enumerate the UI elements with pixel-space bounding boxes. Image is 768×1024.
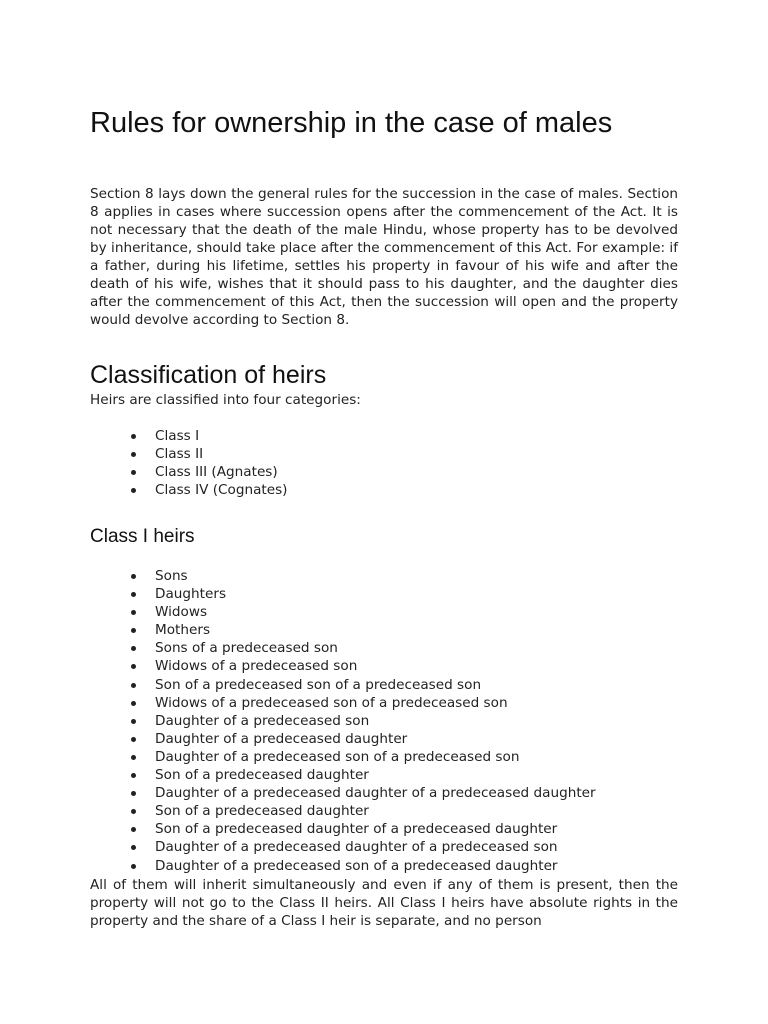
list-item: Daughter of a predeceased daughter of a predeceased daughter [90, 784, 596, 802]
bullet-icon [131, 646, 136, 651]
bullet-icon [131, 701, 136, 706]
bullet-icon [131, 434, 136, 439]
bullet-icon [131, 827, 136, 832]
bullet-icon [131, 664, 136, 669]
list-item: Son of a predeceased daughter of a predeceased daughter [90, 820, 596, 838]
bullet-icon [131, 628, 136, 633]
classification-list [90, 427, 287, 499]
intro-paragraph: Section 8 lays down the general rules for the succession in the case of males. Section 8 applies in cases where succession opens after the commencement of the Act. It is not necessary that the death of the male Hindu, whose property has to be devolved by inheritance, should take place after the commencement of this Act. For example: if a father, during his lifetime, settles his property in favour of his wife and after the death of his wife, wishes that it should pass to his daughter, and the daughter dies after the commencement of this Act, then the succession will open and the property would devolve according to Section 8. [90, 186, 678, 328]
bullet-icon [131, 610, 136, 615]
bullet-icon [131, 683, 136, 688]
list-item: Widows [90, 603, 596, 621]
list-item: Class II [90, 445, 287, 463]
bullet-icon [131, 755, 136, 760]
bullet-icon [131, 470, 136, 475]
bullet-icon [131, 791, 136, 796]
list-item: Daughter of a predeceased daughter of a predeceased son [90, 838, 596, 856]
classification-intro: Heirs are classified into four categories: [90, 392, 361, 408]
list-item: Sons of a predeceased son [90, 639, 596, 657]
list-item: Son of a predeceased daughter [90, 766, 596, 784]
bullet-icon [131, 719, 136, 724]
list-item: Class III (Agnates) [90, 463, 287, 481]
bullet-icon [131, 737, 136, 742]
closing-paragraph: All of them will inherit simultaneously and even if any of them is present, then the property will not go to the Class II heirs. All Class I heirs have absolute rights in the property and the share of a Class I heir is separate, and no person [90, 877, 678, 929]
list-item: Class IV (Cognates) [90, 481, 287, 499]
list-item: Class I [90, 427, 287, 445]
bullet-icon [131, 845, 136, 850]
list-item: Son of a predeceased son of a predeceased son [90, 676, 596, 694]
bullet-icon [131, 574, 136, 579]
classification-heading: Classification of heirs [90, 361, 327, 389]
page-title: Rules for ownership in the case of males [90, 107, 613, 139]
class1-heading: Class I heirs [90, 526, 195, 547]
list-item: Mothers [90, 621, 596, 639]
bullet-icon [131, 809, 136, 814]
list-item: Widows of a predeceased son of a predeceased son [90, 694, 596, 712]
list-item: Daughter of a predeceased son [90, 712, 596, 730]
list-item: Daughter of a predeceased son of a predeceased son [90, 748, 596, 766]
list-item: Sons [90, 567, 596, 585]
bullet-icon [131, 592, 136, 597]
list-item: Son of a predeceased daughter [90, 802, 596, 820]
bullet-icon [131, 488, 136, 493]
bullet-icon [131, 452, 136, 457]
bullet-icon [131, 773, 136, 778]
list-item: Daughters [90, 585, 596, 603]
list-item: Widows of a predeceased son [90, 657, 596, 675]
list-item: Daughter of a predeceased son of a predeceased daughter [90, 857, 596, 875]
class1-list [90, 567, 596, 875]
list-item: Daughter of a predeceased daughter [90, 730, 596, 748]
bullet-icon [131, 864, 136, 869]
